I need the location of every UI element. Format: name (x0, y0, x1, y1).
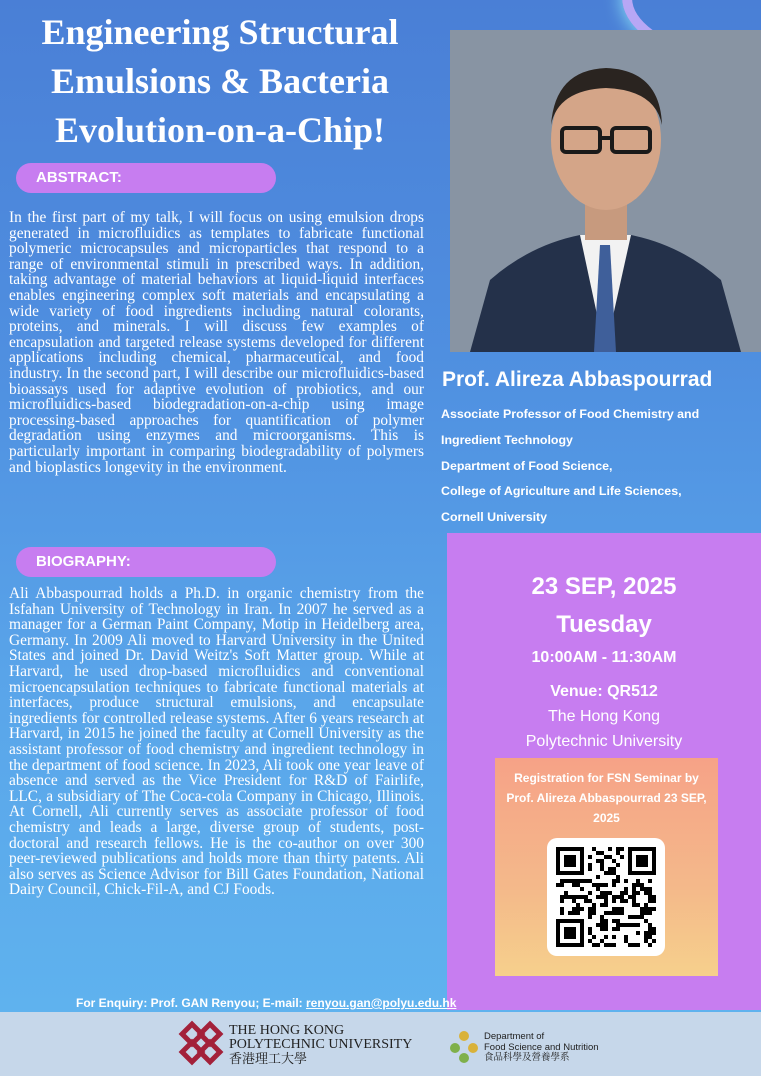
speaker-photo (450, 30, 761, 352)
polyu-name-line: THE HONG KONG (229, 1023, 345, 1038)
registration-text: Registration for FSN Seminar by Prof. Alireza Abbaspourrad 23 SEP, 2025 (506, 771, 707, 825)
affiliation-line: Ingredient Technology (441, 432, 573, 447)
abstract-heading: ABSTRACT: (16, 163, 276, 193)
enquiry-email-link[interactable]: renyou.gan@polyu.edu.hk (306, 996, 457, 1010)
speaker-affiliation (441, 402, 756, 531)
event-place-1: The Hong Kong (547, 708, 661, 725)
biography-heading: BIOGRAPHY: (16, 547, 276, 577)
event-panel (447, 533, 761, 1010)
registration-qr-code[interactable] (547, 838, 665, 956)
fsn-name-line: Food Science and Nutrition (484, 1041, 599, 1053)
biography-text: Ali Abbaspourrad holds a Ph.D. in organic chemistry from the Isfahan University of Technology in Iran. In 2007 he served as a manager for a German Paint Company, Motip in Heidelberg area, Germany. In 2009 Ali moved to Harvard University in the United States and joined Dr. David Weitz's Soft Matter group. While at Harvard, he used drop-based microfluidics and conventional microencapsulation techniques to fabricate functional materials at interfaces, produce structural emulsions, and encapsulate ingredients for controlled release systems. After 6 years research at Harvard, in 2015 he joined the faculty at Cornell University as the assistant professor of food chemistry and ingredient technology in the department of food science. In 2023, Ali took one year leave of absence and served as the Vice President for R&D of Fairlife, LLC, a subsidiary of The Coca-cola Company in Chicago, Illinois. At Cornell, Ali currently serves as associate professor of food chemistry and leads a large, diverse group of students, post-doctoral and research fellows. He is the co-author on over 300 peer-reviewed publications and holds more than thirty patents. Ali also serves as Science Advisor for Bill Gates Foundation, National Dairy Council, Chick-Fil-A, and CJ Foods. (9, 585, 424, 899)
speaker-portrait-illustration (450, 30, 761, 352)
event-place-2: Polytechnic University (525, 733, 683, 750)
enquiry-line (76, 996, 456, 1010)
title-line-1: Engineering Structural (41, 12, 399, 52)
affiliation-line: Cornell University (441, 510, 548, 525)
speaker-name: Prof. Alireza Abbaspourrad (442, 368, 713, 391)
footer-bar (0, 1012, 761, 1076)
affiliation-line: College of Agriculture and Life Sciences, (441, 484, 682, 499)
polyu-logo-icon (178, 1020, 224, 1066)
polyu-name-chinese: 香港理工大學 (229, 1051, 308, 1066)
abstract-text: In the first part of my talk, I will focus on using emulsion drops generated in microfluidics as templates to fabricate functional polymeric microcapsules and microparticles that respond to a range of environmental stimuli in prescribed ways. In addition, taking advantage of material behaviors at liquid-liquid interfaces enables engineering complex soft materials and encapsulating a wide variety of food ingredients including natural colorants, proteins, and minerals. I will discuss few examples of encapsulation and targeted release systems developed for different applications including chemical, pharmaceutical, and food industry. In the second part, I will describe our microfluidics-based bioassays used for adaptive evolution of probiotics, and our microfluidics-based biodegradation-on-a-chip using image processing-based approaches for quantification of polymer degradation using enzymes and microorganisms. This is particularly important in comparing biodegradability of polymers and bioplastics longevity in the environment. (9, 209, 424, 476)
event-date: 23 SEP, 2025 (531, 573, 677, 600)
enquiry-label: For Enquiry: Prof. GAN Renyou; E-mail: (76, 996, 307, 1010)
polyu-name (229, 1024, 412, 1066)
poster-title (10, 8, 430, 155)
event-time: 10:00AM - 11:30AM (531, 649, 677, 666)
registration-box (495, 758, 718, 976)
qr-code-icon (547, 838, 665, 956)
polyu-name-line: POLYTECHNIC UNIVERSITY (229, 1037, 413, 1052)
fsn-logo-icon (447, 1028, 481, 1066)
title-line-3: Evolution-on-a-Chip! (54, 110, 386, 150)
fsn-name-line: Department of (484, 1031, 545, 1042)
title-line-2: Emulsions & Bacteria (51, 61, 389, 101)
event-venue: Venue: QR512 (550, 683, 658, 700)
fsn-department-name (484, 1032, 599, 1064)
affiliation-line: Associate Professor of Food Chemistry and (441, 407, 700, 421)
affiliation-line: Department of Food Science, (441, 458, 613, 473)
event-day: Tuesday (556, 611, 652, 638)
fsn-name-chinese: 食品科學及營養學系 (484, 1052, 570, 1063)
